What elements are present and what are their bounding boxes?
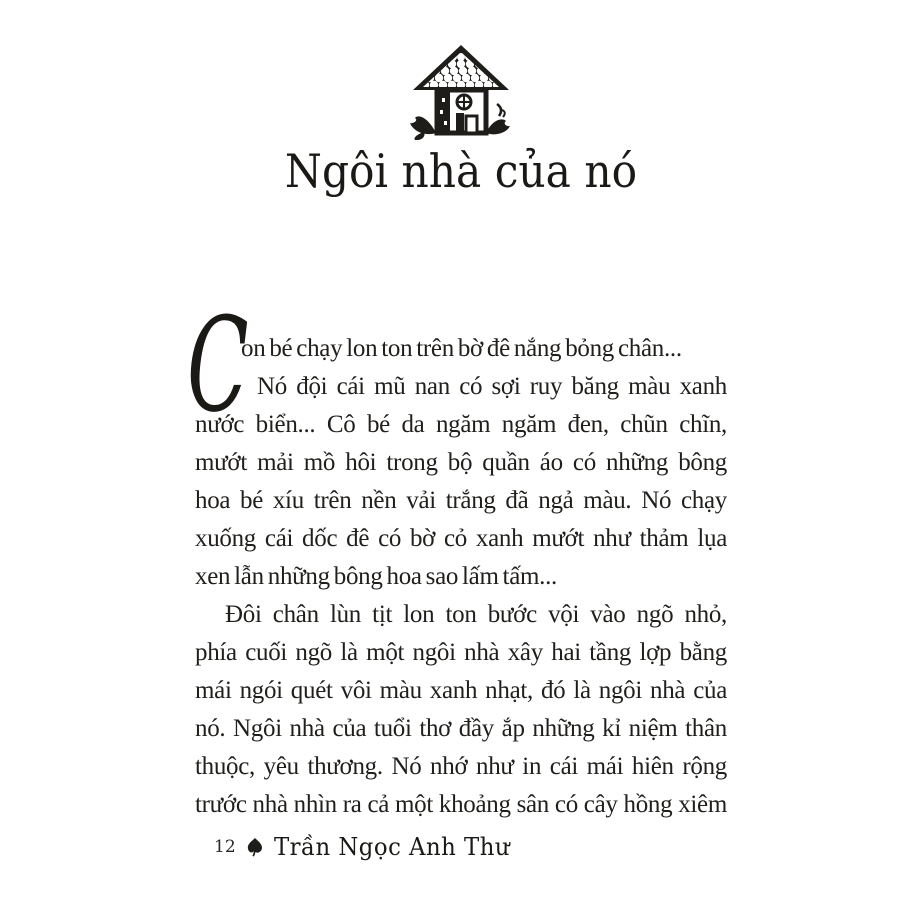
body-text-line: thuộc, yêu thương. Nó nhớ như in cái mái hiên rộng bbox=[195, 753, 727, 780]
body-text-line: Đôi chân lùn tịt lon ton bước vội vào ngõ nhỏ, bbox=[225, 601, 727, 628]
chapter-ornament bbox=[195, 44, 727, 140]
body-text-line: mướt mải mồ hôi trong bộ quần áo có những bông bbox=[195, 449, 727, 476]
body-text-line: xen lẫn những bông hoa sao lấm tấm... bbox=[195, 563, 557, 590]
drop-cap: C bbox=[187, 289, 249, 441]
leaf-icon bbox=[246, 837, 264, 857]
page-footer bbox=[214, 833, 522, 861]
author-name: Trần Ngọc Anh Thư bbox=[273, 833, 510, 861]
body-text-line: on bé chạy lon ton trên bờ đê nắng bỏng chân... bbox=[241, 335, 682, 362]
body-text-line: hoa bé xíu trên nền vải trắng đã ngả màu. Nó chạy bbox=[195, 487, 727, 514]
body-text-line: nước biển... Cô bé da ngăm ngăm đen, chũn chĩn, bbox=[195, 411, 727, 438]
body-text-line: phía cuối ngõ là một ngôi nhà xây hai tầng lợp bằng bbox=[195, 639, 727, 666]
body-text-line: mái ngói quét vôi màu xanh nhạt, đó là ngôi nhà của bbox=[195, 677, 727, 704]
body-text-line: Nó đội cái mũ nan có sợi ruy băng màu xanh bbox=[257, 373, 727, 400]
body-text-line: xuống cái dốc đê có bờ cỏ xanh mướt như thảm lụa bbox=[195, 525, 727, 552]
house-icon bbox=[409, 44, 513, 140]
body-text-line: nó. Ngôi nhà của tuổi thơ đầy ắp những kỉ niệm thân bbox=[195, 715, 727, 742]
body-text bbox=[187, 289, 727, 824]
chapter-title: Ngôi nhà của nó bbox=[284, 144, 638, 198]
body-text-line: trước nhà nhìn ra cả một khoảng sân có cây hồng xiêm bbox=[195, 791, 727, 818]
page-number: 12 bbox=[214, 837, 236, 857]
